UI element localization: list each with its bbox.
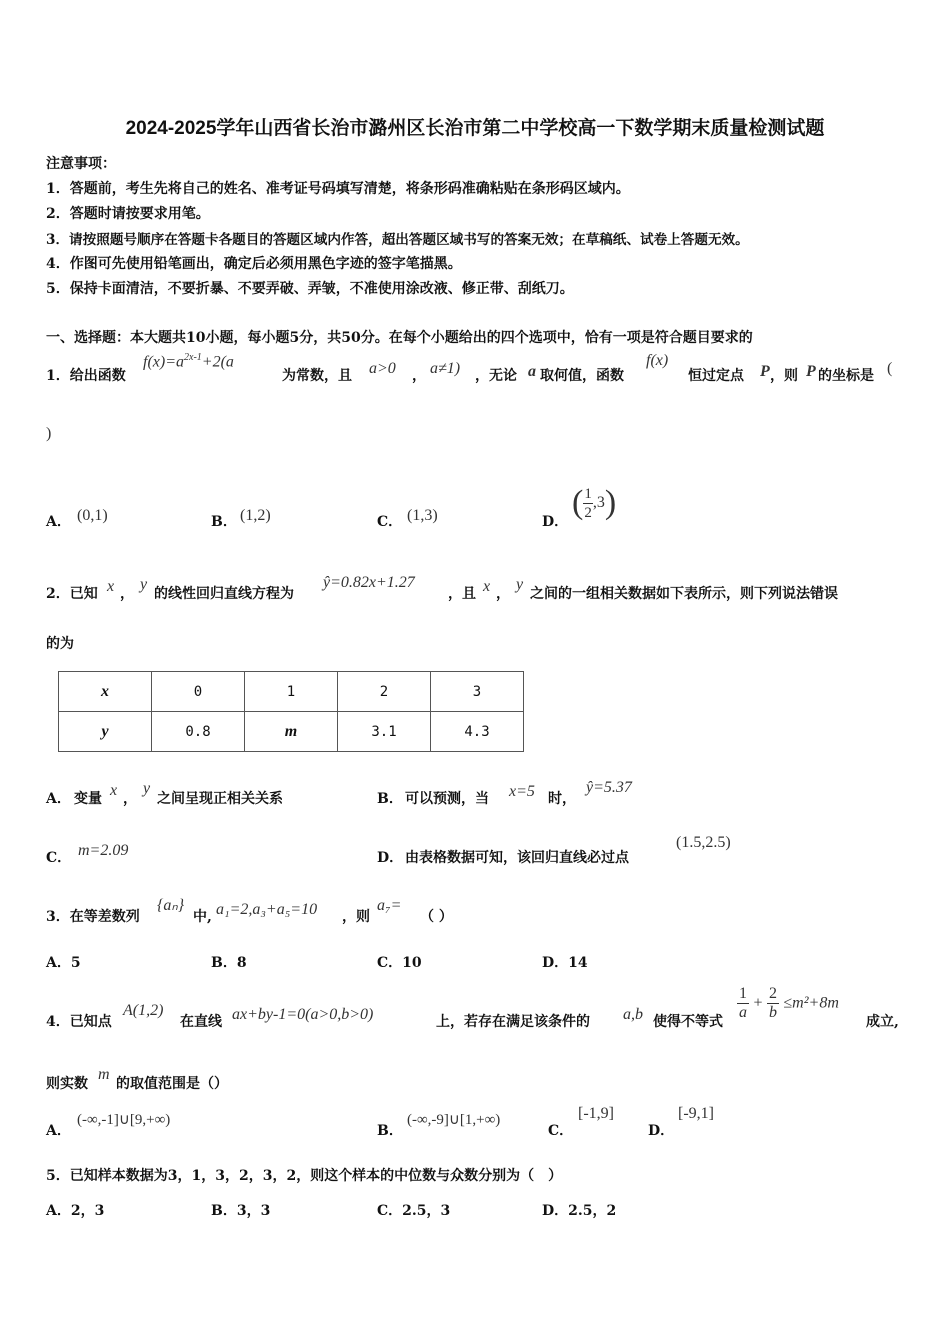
q2-option-d-text[interactable]: 由表格数据可知，该回归直线必过点 — [405, 850, 629, 866]
q1-option-d[interactable]: ( $\frac{1}{2}$ ,3) — [572, 484, 617, 521]
table-cell: 1 — [245, 672, 338, 712]
q2-comma-2: ， — [496, 586, 510, 602]
q1-option-a-label[interactable]: A． — [46, 514, 71, 530]
q2-comma-1: ， — [120, 586, 134, 602]
q2-text-3: 之间的一组相关数据如下表所示，则下列说法错误 — [530, 586, 838, 602]
q1-text-4: 恒过定点 — [688, 368, 744, 384]
q1-point-p: P — [760, 363, 770, 380]
q2-option-d-label[interactable]: D． — [377, 850, 404, 866]
q1-cond-2: a≠1) — [430, 360, 461, 377]
q4-option-d-label[interactable]: D． — [648, 1123, 675, 1139]
question-5-text: 5．已知样本数据为3，1，3，2，3，2，则这个样本的中位数与众数分别为（ ） — [46, 1168, 563, 1184]
q2-var-x: x — [107, 578, 115, 595]
q3-option-c[interactable]: C．10 — [377, 955, 422, 971]
q4-option-d[interactable]: [-9,1] — [678, 1105, 714, 1122]
q4-text-1: 在直线 — [180, 1014, 222, 1030]
question-4-number: 4．已知点 — [46, 1014, 112, 1030]
q2-option-a-x: x — [110, 782, 118, 799]
table-cell: 0 — [152, 672, 245, 712]
q4-text-6: 的取值范围是（） — [116, 1076, 228, 1092]
notice-heading: 注意事项： — [46, 156, 116, 172]
q1-option-a[interactable]: (0,1) — [77, 507, 108, 524]
q2-var-y: y — [140, 576, 148, 593]
q2-option-b-text-2[interactable]: 时， — [548, 791, 576, 807]
q4-inequality — [737, 985, 839, 1022]
q1-text-3: 取何值，函数 — [540, 368, 624, 384]
q1-fx: f(x) — [646, 352, 669, 369]
section-heading: 一、选择题：本大题共10小题，每小题5分，共50分。在每个小题给出的四个选项中，恰有一项是符合题目要求的 — [46, 330, 753, 346]
q2-option-b-math-1: x=5 — [509, 783, 535, 800]
notice-item-5: 5．保持卡面清洁，不要折暴、不要弄破、弄皱，不准使用涂改液、修正带、刮纸刀。 — [46, 281, 574, 297]
q1-text-6: 的坐标是 — [818, 368, 874, 384]
q2-option-a-label[interactable]: A． — [46, 791, 71, 807]
q3-text-2: ，则 — [342, 909, 370, 925]
q3-condition: a₁=2,a₃+a₅=10 — [216, 901, 318, 918]
q4-frac1-num: 1 — [739, 985, 747, 1002]
q1-text-2: ，无论 — [475, 368, 517, 384]
q4-line-eq: ax+by-1=0(a>0,b>0) — [232, 1006, 374, 1023]
q1-option-d-label[interactable]: D． — [542, 514, 569, 530]
question-2-number: 2．已知 — [46, 586, 98, 602]
q4-text-5: 则实数 — [46, 1076, 88, 1092]
q3-text-3: （ ） — [420, 909, 453, 925]
table-cell: 4.3 — [431, 712, 524, 752]
q1-option-d-num: 1 — [584, 485, 592, 502]
q1-var-a: a — [528, 363, 536, 380]
q2-data-table — [58, 671, 524, 752]
page-title: 2024-2025学年山西省长治市潞州区长治市第二中学校高一下数学期末质量检测试题 — [125, 118, 825, 139]
q3-option-d[interactable]: D．14 — [542, 955, 588, 971]
q1-point-p-2: P — [806, 363, 816, 380]
q2-option-a-text-1[interactable]: 变量 — [74, 791, 102, 807]
q4-frac2-den: b — [768, 1004, 777, 1021]
q4-option-c-label[interactable]: C． — [548, 1123, 574, 1139]
q1-cond-1: a>0 — [369, 360, 396, 377]
q5-option-d[interactable]: D．2.5，2 — [542, 1203, 617, 1219]
q5-option-b[interactable]: B．3，3 — [211, 1203, 271, 1219]
q2-option-a-text-2[interactable]: 之间呈现正相关关系 — [157, 791, 283, 807]
table-cell: 0.8 — [152, 712, 245, 752]
q3-text-1: 中, — [193, 909, 212, 925]
q2-option-a-y: y — [143, 780, 151, 797]
q1-text-1: 为常数，且 — [282, 368, 352, 384]
q2-option-a-comma: ， — [123, 791, 137, 807]
q2-option-b-text-1[interactable]: 可以预测，当 — [405, 791, 489, 807]
q2-text-2: ，且 — [448, 586, 476, 602]
q3-sequence: {aₙ} — [157, 897, 185, 914]
q2-var-y-2: y — [516, 576, 524, 593]
q2-option-b-math-2: ŷ=5.37 — [586, 779, 632, 796]
q4-var-m: m — [98, 1066, 110, 1083]
q4-option-b[interactable]: (-∞,-9]∪[1,+∞) — [407, 1112, 501, 1128]
q1-option-b-label[interactable]: B． — [211, 514, 237, 530]
notice-item-3: 3．请按照题号顺序在答题卡各题目的答题区域内作答，超出答题区域书写的答案无效；在草稿纸、试卷上答题无效。 — [46, 232, 749, 248]
q4-option-a[interactable]: (-∞,-1]∪[9,+∞) — [77, 1112, 171, 1128]
q5-option-c[interactable]: C．2.5，3 — [377, 1203, 451, 1219]
q4-ineq-tail: ≤m²+8m — [783, 994, 839, 1012]
q4-option-c[interactable]: [-1,9] — [578, 1105, 614, 1122]
q1-close-paren: ) — [46, 425, 52, 442]
table-cell: m — [245, 712, 338, 752]
table-row — [59, 672, 524, 712]
table-cell: 3 — [431, 672, 524, 712]
table-cell: 3.1 — [338, 712, 431, 752]
table-row — [59, 712, 524, 752]
q4-frac2-num: 2 — [768, 985, 777, 1002]
q1-option-b[interactable]: (1,2) — [240, 507, 271, 524]
question-1-number: 1．给出函数 — [46, 368, 126, 384]
q4-point: A(1,2) — [123, 1002, 164, 1019]
q1-option-d-den: 2 — [584, 504, 592, 521]
notice-item-4: 4．作图可先使用铅笔画出，确定后必须用黑色字迹的签字笔描黑。 — [46, 256, 462, 272]
table-cell: 2 — [338, 672, 431, 712]
q1-comma: ， — [412, 368, 426, 384]
q4-text-3: 使得不等式 — [653, 1014, 723, 1030]
q4-plus: + — [753, 994, 763, 1012]
q2-regression-eq: ŷ=0.82x+1.27 — [323, 574, 415, 591]
q4-text-2: 上，若存在满足该条件的 — [436, 1014, 590, 1030]
q4-frac1-den: a — [739, 1004, 747, 1021]
q2-text-4: 的为 — [46, 636, 74, 652]
q2-option-c-math[interactable]: m=2.09 — [78, 842, 129, 859]
q1-option-c-label[interactable]: C． — [377, 514, 403, 530]
notice-item-2: 2．答题时请按要求用笔。 — [46, 206, 210, 222]
q4-ab: a,b — [623, 1006, 643, 1023]
q2-text-1: 的线性回归直线方程为 — [154, 586, 294, 602]
table-cell: x — [59, 672, 152, 712]
q1-option-c[interactable]: (1,3) — [407, 507, 438, 524]
q3-a7: a₇= — [377, 897, 402, 914]
q3-option-a[interactable]: A．5 — [46, 955, 81, 971]
q4-option-b-label[interactable]: B． — [377, 1123, 403, 1139]
q2-option-d-math: (1.5,2.5) — [676, 834, 731, 851]
q2-option-c-label[interactable]: C． — [46, 850, 72, 866]
q1-option-d-tail: ,3 — [592, 494, 605, 511]
q1-function-expr: $f(x)=a^{2x-1}+2(a$ — [143, 352, 234, 371]
table-cell: y — [59, 712, 152, 752]
q2-var-x-2: x — [483, 578, 491, 595]
q3-option-b[interactable]: B．8 — [211, 955, 247, 971]
question-3-number: 3．在等差数列 — [46, 909, 140, 925]
notice-item-1: 1．答题前，考生先将自己的姓名、准考证号码填写清楚，将条形码准确粘贴在条形码区域内。 — [46, 181, 630, 197]
q2-option-b-label[interactable]: B． — [377, 791, 403, 807]
q4-text-4: 成立, — [866, 1014, 899, 1030]
q1-text-5: ，则 — [770, 368, 798, 384]
q5-option-a[interactable]: A．2，3 — [46, 1203, 105, 1219]
q1-open-paren: ( — [887, 360, 893, 377]
q4-option-a-label[interactable]: A． — [46, 1123, 71, 1139]
